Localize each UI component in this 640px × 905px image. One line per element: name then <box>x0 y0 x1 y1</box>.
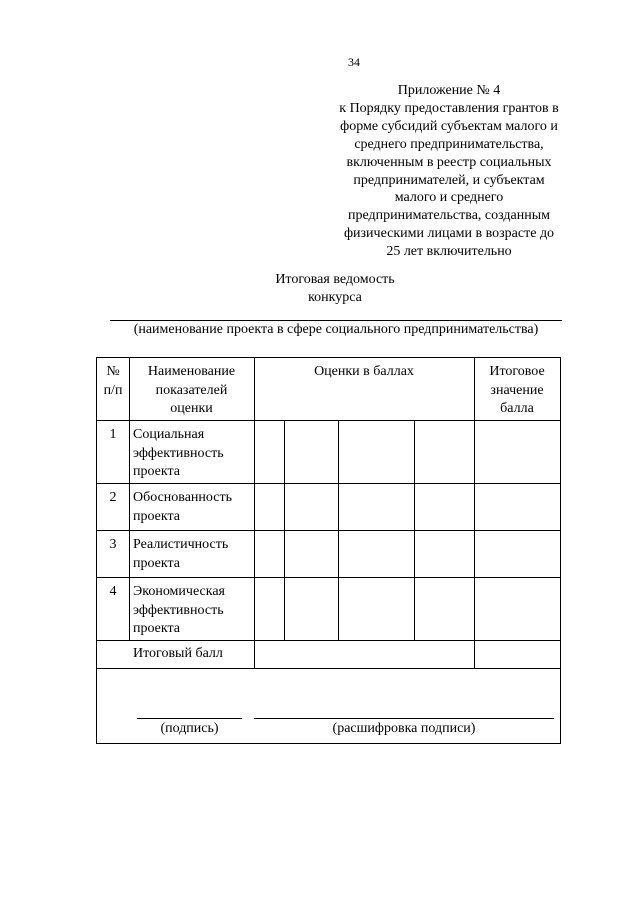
row-indicator <box>133 489 253 526</box>
project-name-line <box>110 320 562 321</box>
indicator-line: проекта <box>133 508 180 524</box>
header-line: Наименование <box>147 364 236 379</box>
indicator-line: эффективность <box>133 602 224 618</box>
table-rule <box>97 420 560 421</box>
header-line: значение <box>490 382 544 398</box>
appendix-line: к Порядку предоставления грантов в <box>339 100 559 116</box>
appendix-line: 25 лет включительно <box>386 244 512 260</box>
indicator-line: проекта <box>133 464 180 479</box>
header-line: п/п <box>103 382 123 398</box>
title-line: конкурса <box>308 290 362 305</box>
header-scores: Оценки в баллах <box>314 364 414 379</box>
table-rule <box>338 420 339 640</box>
header-total <box>474 363 560 419</box>
appendix-line: форме субсидий субъектам малого и <box>340 118 558 134</box>
indicator-line: эффективность <box>133 445 224 461</box>
total-score-label: Итоговый балл <box>133 646 223 661</box>
appendix-header <box>322 82 576 261</box>
appendix-line: Приложение № 4 <box>397 83 501 98</box>
signature-line <box>137 718 242 719</box>
header-line: показателей <box>155 382 228 398</box>
signature-caption: (подпись) <box>160 721 219 736</box>
header-line: балла <box>500 401 534 416</box>
appendix-line: среднего предпринимательства, <box>354 136 544 152</box>
table-rule <box>414 420 415 640</box>
appendix-line: малого и среднего <box>394 190 504 206</box>
project-name-caption: (наименование проекта в сфере социального предпринимательства) <box>133 322 539 337</box>
table-rule <box>97 577 560 578</box>
signature-decoding-caption: (расшифровка подписи) <box>332 721 476 736</box>
row-indicator <box>133 426 253 482</box>
appendix-line: включенным в реестр социальных <box>346 154 552 170</box>
table-rule <box>97 483 560 484</box>
indicator-line: Экономическая <box>133 584 225 599</box>
appendix-line: предпринимательства, созданным <box>348 208 550 224</box>
table-rule <box>254 358 255 668</box>
indicator-line: Социальная <box>133 427 205 442</box>
document-title <box>200 271 470 307</box>
page-number: 34 <box>348 55 360 69</box>
indicator-line: Обоснованность <box>133 490 232 505</box>
indicator-line: проекта <box>133 555 180 571</box>
header-line: № <box>106 364 120 379</box>
header-line: Итоговое <box>489 364 545 379</box>
results-table <box>96 357 561 744</box>
row-indicator <box>133 536 253 573</box>
indicator-line: проекта <box>133 621 180 636</box>
row-number: 3 <box>109 537 117 552</box>
row-indicator <box>133 583 253 639</box>
header-indicator <box>129 363 254 419</box>
header-line: оценки <box>170 401 213 416</box>
title-line: Итоговая ведомость <box>275 272 395 287</box>
appendix-line: физическими лицами в возрасте до <box>343 226 555 242</box>
header-number <box>97 363 129 400</box>
table-rule <box>284 420 285 640</box>
row-number: 4 <box>109 584 117 599</box>
table-rule <box>97 668 560 669</box>
signature-decoding-line <box>254 718 554 719</box>
row-number: 1 <box>109 427 117 442</box>
row-number: 2 <box>109 490 117 505</box>
indicator-line: Реалистичность <box>133 537 229 552</box>
table-rule <box>97 640 560 641</box>
table-rule <box>97 530 560 531</box>
appendix-line: предпринимателей, и субъектам <box>353 172 545 188</box>
